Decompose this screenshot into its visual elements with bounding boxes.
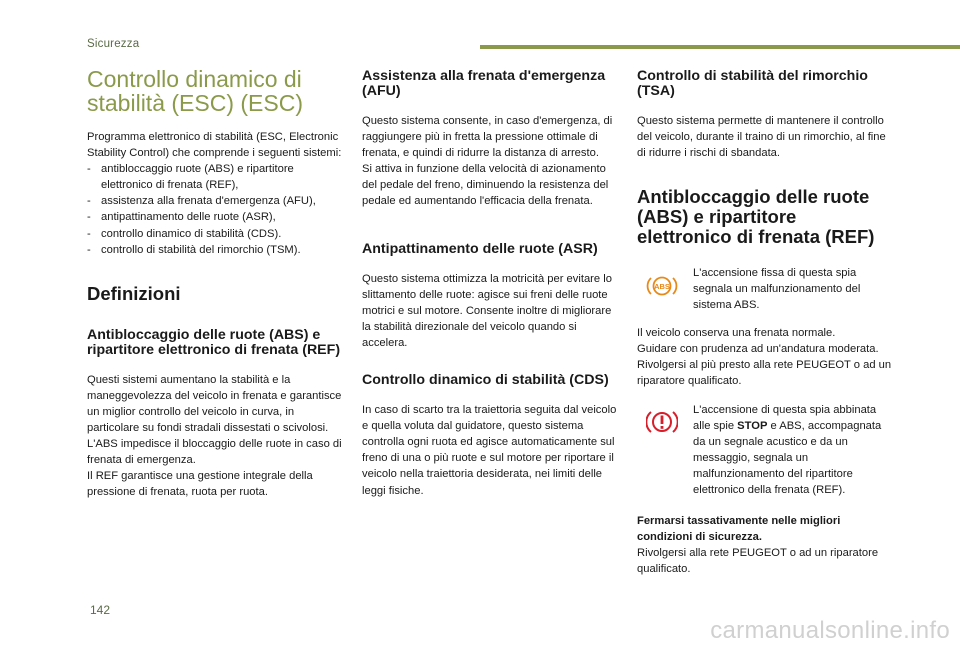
list-item: - antipattinamento delle ruote (ASR), xyxy=(87,209,345,225)
column-3 xyxy=(637,64,895,577)
list-item: - controllo dinamico di stabilità (CDS). xyxy=(87,226,345,242)
abs-contact-dealer: Rivolgersi al più presto alla rete PEUGEOT o ad un riparatore qualificato. xyxy=(637,358,892,387)
stop-lamp-label: STOP xyxy=(737,420,768,433)
brake-lamp-text-end: e ABS, accompagnata da un segnale acustico e da un messaggio, segnala un malfunzionamento del ripartitore elettronico della frenata (REF). xyxy=(693,420,882,497)
list-item: - assistenza alla frenata d'emergenza (AFU), xyxy=(87,193,345,209)
tsa-heading: Controllo di stabilità del rimorchio (TSA) xyxy=(637,68,868,99)
header-rule xyxy=(480,45,960,49)
list-item: - controllo di stabilità del rimorchio (TSM). xyxy=(87,242,345,258)
cds-heading: Controllo dinamico di stabilità (CDS) xyxy=(362,372,609,389)
abs-lamp-row xyxy=(637,265,895,313)
abs-warning-icon xyxy=(637,265,687,298)
stop-warning-contact: Rivolgersi alla rete PEUGEOT o ad un riparatore qualificato. xyxy=(637,546,879,575)
column-2 xyxy=(362,64,620,499)
abs-lamp-text: L'accensione fissa di questa spia segnala un malfunzionamento del sistema ABS. xyxy=(693,267,861,312)
abs-heading: Antibloccaggio delle ruote (ABS) e ripartitore elettronico di frenata (REF) xyxy=(87,326,341,358)
esc-intro: Programma elettronico di stabilità (ESC, Electronic Stability Control) che comprende i seguenti sistemi: xyxy=(87,131,342,160)
column-1 xyxy=(87,64,345,501)
abs-paragraph-2: L'ABS impedisce il bloccaggio delle ruote in caso di frenata di emergenza. xyxy=(87,438,342,467)
abs-icon-label: ABS xyxy=(654,282,670,292)
section-label: Sicurezza xyxy=(87,38,140,50)
abs-drive-carefully: Guidare con prudenza ad un'andatura moderata. xyxy=(637,342,879,355)
brake-lamp-text-start: L'accensione di questa spia abbinata alle spie xyxy=(693,403,877,433)
definitions-heading: Definizioni xyxy=(87,282,181,304)
tsa-paragraph: Questo sistema permette di mantenere il controllo del veicolo, durante il traino di un rimorchio, al fine di ridurre i rischi di sbandata. xyxy=(637,115,886,160)
afu-heading: Assistenza alla frenata d'emergenza (AFU) xyxy=(362,68,606,99)
abs-paragraph-1: Questi sistemi aumentano la stabilità e la maneggevolezza del veicolo in frenata e garantisce un miglior controllo del veicolo in curva, in particolare su fondi stradali dissestati o scivolosi. xyxy=(87,373,342,435)
afu-paragraph-2: Si attiva in funzione della velocità di azionamento del pedale del freno, diminuendo la resistenza del pedale ed aumentando l'efficacia della frenata. xyxy=(362,163,609,208)
brake-lamp-text xyxy=(693,402,895,499)
list-item: - antibloccaggio ruote (ABS) e ripartitore elettronico di frenata (REF), xyxy=(87,161,345,193)
page-title: Controllo dinamico di stabilità (ESC) (ESC) xyxy=(87,66,303,116)
stop-warning: Fermarsi tassativamente nelle migliori condizioni di sicurezza. xyxy=(637,514,841,543)
brake-lamp-row xyxy=(637,402,895,499)
afu-paragraph-1: Questo sistema consente, in caso d'emergenza, di raggiungere più in fretta la pressione ottimale di frenata, e quindi di ridurre la distanza di arresto. xyxy=(362,115,613,160)
asr-paragraph: Questo sistema ottimizza la motricità per evitare lo slittamento delle ruote: agisce sui freni delle ruote motrici e sul motore. Consente inoltre di migliorare la stabilità direzionale del veicolo quando si accelera. xyxy=(362,272,612,349)
abs-normal-braking: Il veicolo conserva una frenata normale. xyxy=(637,326,836,339)
watermark: carmanualsonline.info xyxy=(710,617,950,644)
asr-heading: Antipattinamento delle ruote (ASR) xyxy=(362,240,598,257)
systems-list xyxy=(87,161,345,258)
page-number: 142 xyxy=(90,603,111,617)
abs-ref-heading: Antibloccaggio delle ruote (ABS) e ripartitore elettronico di frenata (REF) xyxy=(637,186,875,248)
abs-paragraph-3: Il REF garantisce una gestione integrale della pressione di frenata, ruota per ruota. xyxy=(87,470,313,499)
brake-warning-icon xyxy=(637,402,687,436)
cds-paragraph: In caso di scarto tra la traiettoria seguita dal veicolo e quella voluta dal guidatore, questo sistema controlla ogni ruota ed agisce automaticamente sul freno di una o più ruote e sul motore per riportare il veicolo nella traiettoria desiderata, nei limiti delle leggi fisiche. xyxy=(362,404,617,497)
